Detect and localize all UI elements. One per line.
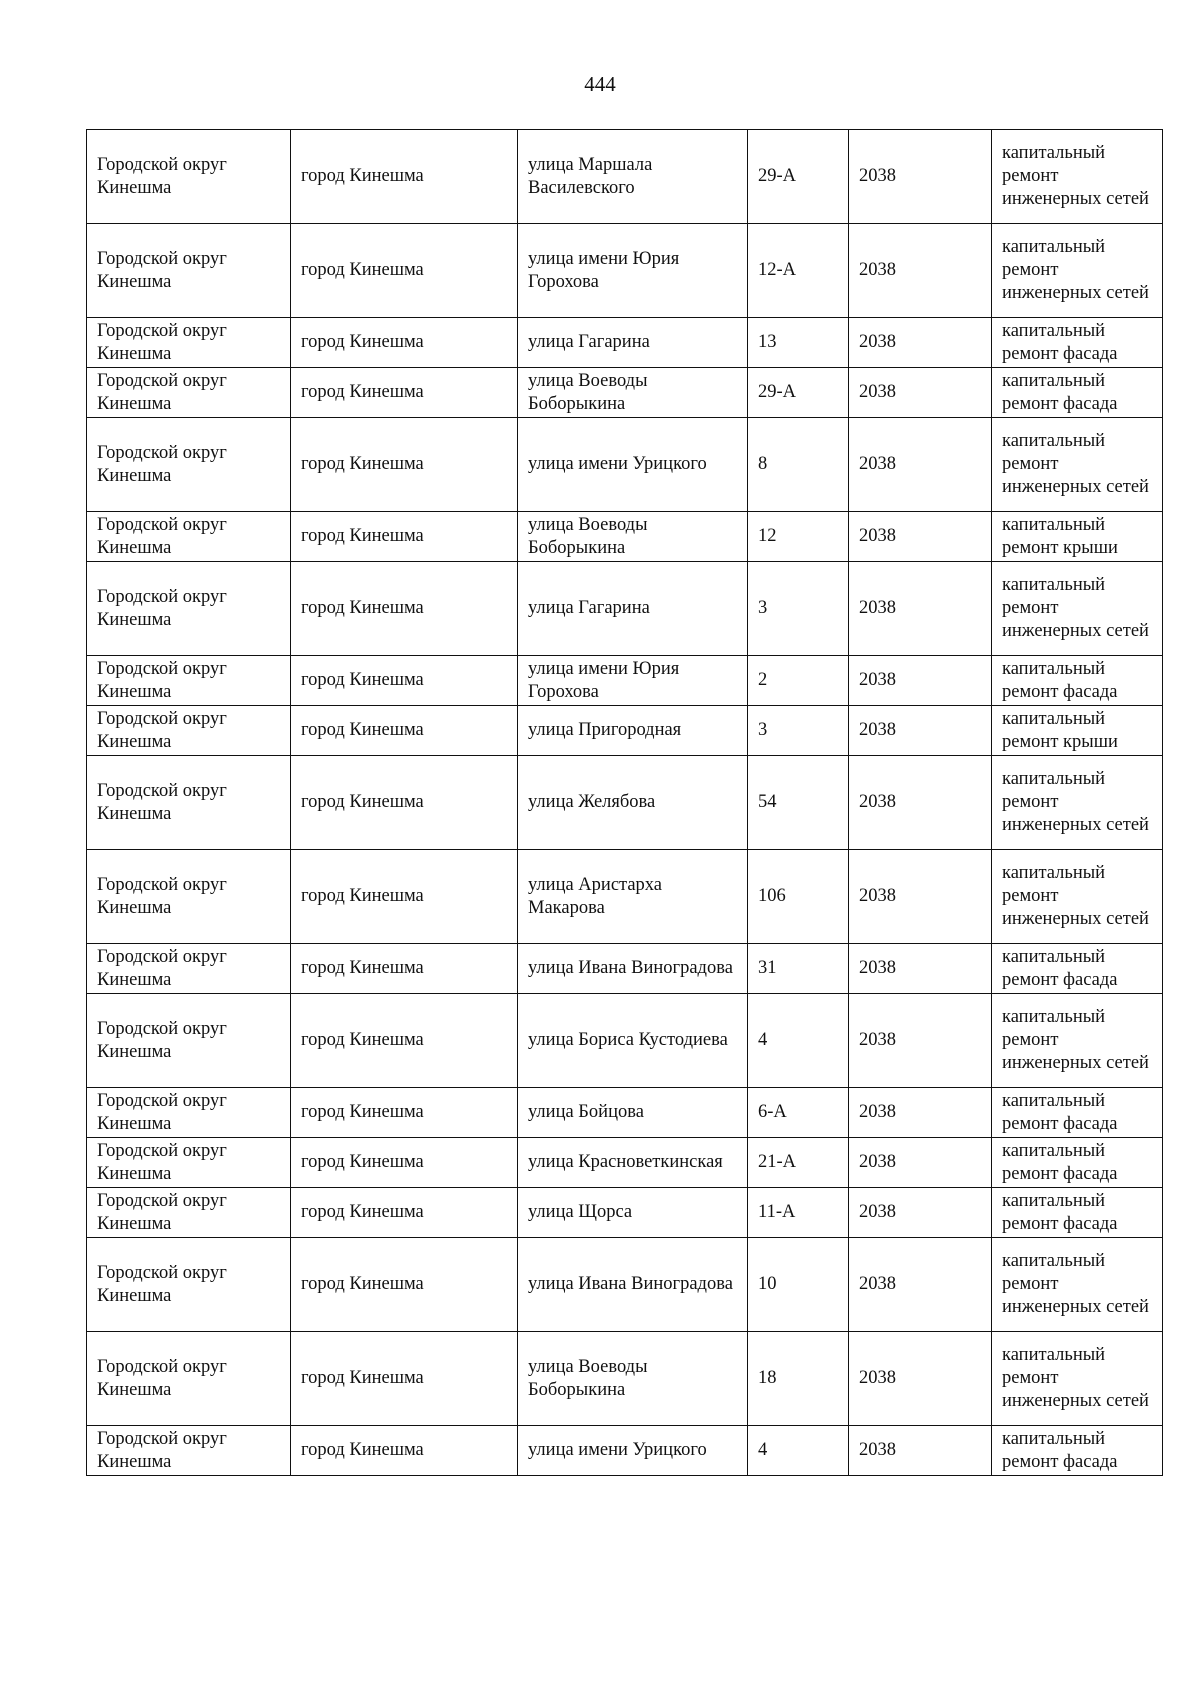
locality-cell: город Кинешма: [291, 130, 518, 224]
year-cell: 2038: [849, 130, 992, 224]
house-number-cell: 10: [748, 1238, 849, 1332]
locality-cell: город Кинешма: [291, 418, 518, 512]
work-type-cell: капитальный ремонт крыши: [992, 706, 1163, 756]
page-number: 444: [584, 72, 616, 96]
locality-cell: город Кинешма: [291, 1138, 518, 1188]
locality-cell: город Кинешма: [291, 706, 518, 756]
table-row: [87, 368, 1163, 418]
year-cell: 2038: [849, 850, 992, 944]
locality-cell: город Кинешма: [291, 224, 518, 318]
year-cell: 2038: [849, 656, 992, 706]
year-cell: 2038: [849, 1188, 992, 1238]
house-number-cell: 13: [748, 318, 849, 368]
municipality-cell: Городской округ Кинешма: [87, 512, 291, 562]
year-cell: 2038: [849, 1426, 992, 1476]
house-number-cell: 3: [748, 706, 849, 756]
house-number-cell: 12: [748, 512, 849, 562]
municipality-cell: Городской округ Кинешма: [87, 318, 291, 368]
locality-cell: город Кинешма: [291, 562, 518, 656]
street-cell: улица Красноветкинская: [518, 1138, 748, 1188]
locality-cell: город Кинешма: [291, 1188, 518, 1238]
table-row: [87, 1426, 1163, 1476]
municipality-cell: Городской округ Кинешма: [87, 944, 291, 994]
year-cell: 2038: [849, 944, 992, 994]
year-cell: 2038: [849, 368, 992, 418]
municipality-cell: Городской округ Кинешма: [87, 130, 291, 224]
work-type-cell: капитальный ремонт инженерных сетей: [992, 994, 1163, 1088]
house-number-cell: 106: [748, 850, 849, 944]
work-type-cell: капитальный ремонт фасада: [992, 1426, 1163, 1476]
locality-cell: город Кинешма: [291, 944, 518, 994]
municipality-cell: Городской округ Кинешма: [87, 1332, 291, 1426]
street-cell: улица Щорса: [518, 1188, 748, 1238]
work-type-cell: капитальный ремонт фасада: [992, 1188, 1163, 1238]
table-row: [87, 1088, 1163, 1138]
year-cell: 2038: [849, 756, 992, 850]
street-cell: улица Бойцова: [518, 1088, 748, 1138]
work-type-cell: капитальный ремонт фасада: [992, 368, 1163, 418]
table-row: [87, 562, 1163, 656]
locality-cell: город Кинешма: [291, 1426, 518, 1476]
municipality-cell: Городской округ Кинешма: [87, 368, 291, 418]
table-row: [87, 1138, 1163, 1188]
house-number-cell: 29-А: [748, 368, 849, 418]
street-cell: улица Маршала Василевского: [518, 130, 748, 224]
work-type-cell: капитальный ремонт инженерных сетей: [992, 1332, 1163, 1426]
locality-cell: город Кинешма: [291, 850, 518, 944]
work-type-cell: капитальный ремонт фасада: [992, 656, 1163, 706]
year-cell: 2038: [849, 1332, 992, 1426]
year-cell: 2038: [849, 318, 992, 368]
registry-table-body: [87, 130, 1163, 1476]
locality-cell: город Кинешма: [291, 756, 518, 850]
house-number-cell: 3: [748, 562, 849, 656]
work-type-cell: капитальный ремонт фасада: [992, 1138, 1163, 1188]
work-type-cell: капитальный ремонт фасада: [992, 1088, 1163, 1138]
year-cell: 2038: [849, 562, 992, 656]
house-number-cell: 4: [748, 1426, 849, 1476]
street-cell: улица Ивана Виноградова: [518, 944, 748, 994]
municipality-cell: Городской округ Кинешма: [87, 994, 291, 1088]
street-cell: улица имени Урицкого: [518, 418, 748, 512]
locality-cell: город Кинешма: [291, 1238, 518, 1332]
year-cell: 2038: [849, 994, 992, 1088]
house-number-cell: 18: [748, 1332, 849, 1426]
municipality-cell: Городской округ Кинешма: [87, 418, 291, 512]
house-number-cell: 8: [748, 418, 849, 512]
table-row: [87, 224, 1163, 318]
house-number-cell: 29-А: [748, 130, 849, 224]
house-number-cell: 4: [748, 994, 849, 1088]
street-cell: улица Гагарина: [518, 318, 748, 368]
year-cell: 2038: [849, 1088, 992, 1138]
table-row: [87, 850, 1163, 944]
municipality-cell: Городской округ Кинешма: [87, 224, 291, 318]
table-row: [87, 318, 1163, 368]
municipality-cell: Городской округ Кинешма: [87, 1138, 291, 1188]
street-cell: улица Ивана Виноградова: [518, 1238, 748, 1332]
table-row: [87, 1332, 1163, 1426]
municipality-cell: Городской округ Кинешма: [87, 656, 291, 706]
year-cell: 2038: [849, 1238, 992, 1332]
street-cell: улица Аристарха Макарова: [518, 850, 748, 944]
street-cell: улица Бориса Кустодиева: [518, 994, 748, 1088]
work-type-cell: капитальный ремонт инженерных сетей: [992, 418, 1163, 512]
house-number-cell: 54: [748, 756, 849, 850]
locality-cell: город Кинешма: [291, 656, 518, 706]
street-cell: улица Воеводы Боборыкина: [518, 368, 748, 418]
work-type-cell: капитальный ремонт фасада: [992, 318, 1163, 368]
work-type-cell: капитальный ремонт крыши: [992, 512, 1163, 562]
table-row: [87, 1188, 1163, 1238]
municipality-cell: Городской округ Кинешма: [87, 1188, 291, 1238]
street-cell: улица Гагарина: [518, 562, 748, 656]
table-row: [87, 512, 1163, 562]
street-cell: улица имени Юрия Горохова: [518, 224, 748, 318]
year-cell: 2038: [849, 418, 992, 512]
house-number-cell: 6-А: [748, 1088, 849, 1138]
locality-cell: город Кинешма: [291, 368, 518, 418]
street-cell: улица Желябова: [518, 756, 748, 850]
house-number-cell: 11-А: [748, 1188, 849, 1238]
work-type-cell: капитальный ремонт инженерных сетей: [992, 1238, 1163, 1332]
table-row: [87, 418, 1163, 512]
registry-table: [86, 129, 1163, 1476]
locality-cell: город Кинешма: [291, 994, 518, 1088]
street-cell: улица Воеводы Боборыкина: [518, 1332, 748, 1426]
work-type-cell: капитальный ремонт фасада: [992, 944, 1163, 994]
street-cell: улица Воеводы Боборыкина: [518, 512, 748, 562]
work-type-cell: капитальный ремонт инженерных сетей: [992, 850, 1163, 944]
municipality-cell: Городской округ Кинешма: [87, 756, 291, 850]
year-cell: 2038: [849, 706, 992, 756]
street-cell: улица имени Юрия Горохова: [518, 656, 748, 706]
work-type-cell: капитальный ремонт инженерных сетей: [992, 130, 1163, 224]
year-cell: 2038: [849, 224, 992, 318]
table-row: [87, 706, 1163, 756]
municipality-cell: Городской округ Кинешма: [87, 1426, 291, 1476]
house-number-cell: 21-А: [748, 1138, 849, 1188]
municipality-cell: Городской округ Кинешма: [87, 562, 291, 656]
table-row: [87, 944, 1163, 994]
work-type-cell: капитальный ремонт инженерных сетей: [992, 756, 1163, 850]
locality-cell: город Кинешма: [291, 1088, 518, 1138]
municipality-cell: Городской округ Кинешма: [87, 850, 291, 944]
municipality-cell: Городской округ Кинешма: [87, 706, 291, 756]
table-row: [87, 1238, 1163, 1332]
table-row: [87, 656, 1163, 706]
municipality-cell: Городской округ Кинешма: [87, 1088, 291, 1138]
street-cell: улица Пригородная: [518, 706, 748, 756]
table-row: [87, 994, 1163, 1088]
locality-cell: город Кинешма: [291, 512, 518, 562]
table-row: [87, 756, 1163, 850]
year-cell: 2038: [849, 512, 992, 562]
work-type-cell: капитальный ремонт инженерных сетей: [992, 224, 1163, 318]
locality-cell: город Кинешма: [291, 318, 518, 368]
house-number-cell: 12-А: [748, 224, 849, 318]
year-cell: 2038: [849, 1138, 992, 1188]
table-row: [87, 130, 1163, 224]
work-type-cell: капитальный ремонт инженерных сетей: [992, 562, 1163, 656]
house-number-cell: 31: [748, 944, 849, 994]
municipality-cell: Городской округ Кинешма: [87, 1238, 291, 1332]
locality-cell: город Кинешма: [291, 1332, 518, 1426]
street-cell: улица имени Урицкого: [518, 1426, 748, 1476]
house-number-cell: 2: [748, 656, 849, 706]
